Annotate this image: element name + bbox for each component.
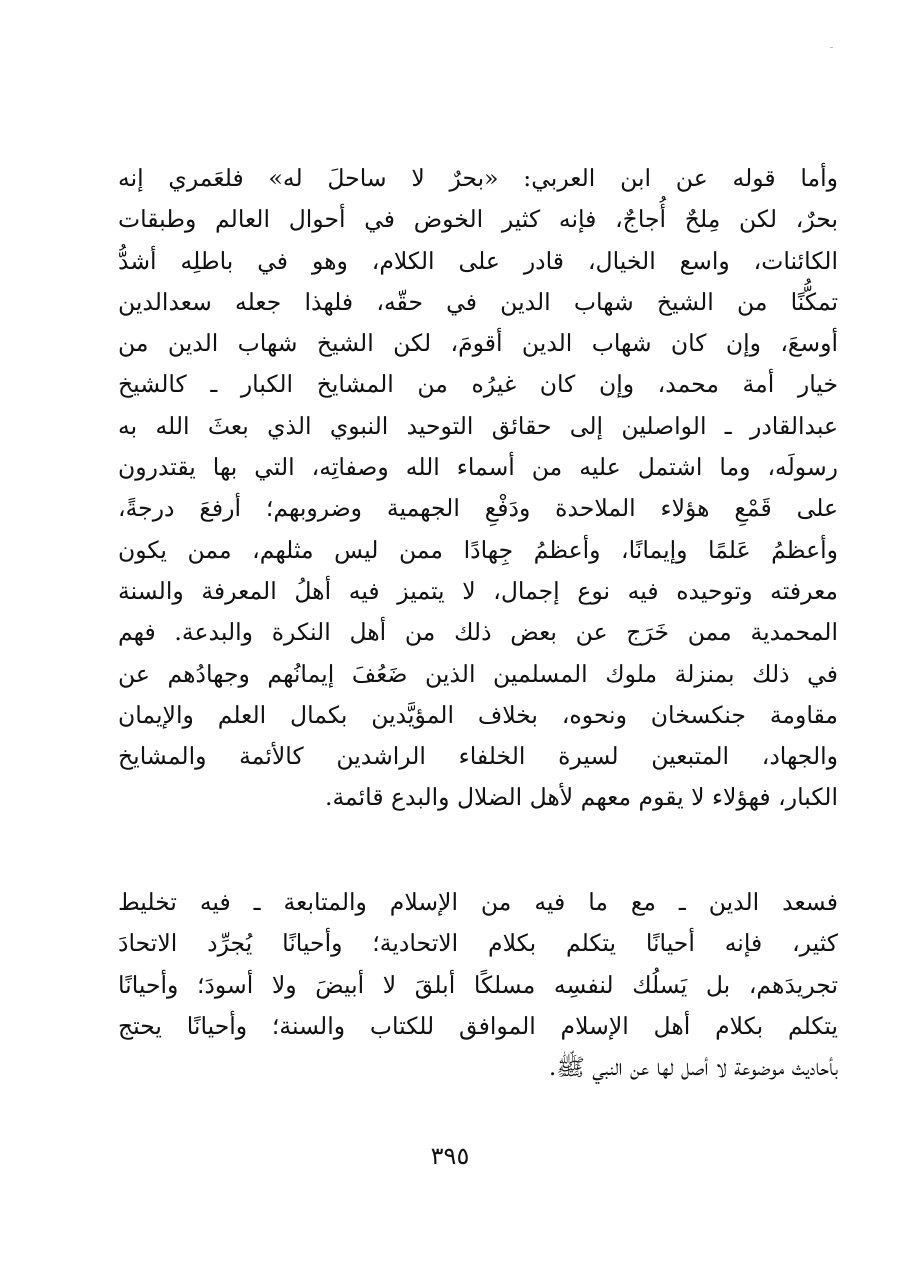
- text-line: مقاومة جنكسخان ونحوه، بخلاف المؤيَّدين بكمال العلم والإيمان: [118, 700, 838, 729]
- text-line: خيار أمة محمد، وإن كان غيرُه من المشايخ الكبار ـ كالشيخ: [118, 370, 838, 399]
- text-line: فسعد الدين ـ مع ما فيه من الإسلام والمتابعة ـ فيه تخليط: [118, 888, 838, 916]
- text-line: تمكُّنًا من الشيخ شهاب الدين في حقّه، فلهذا جعله سعدالدين: [118, 287, 838, 316]
- paragraph-2: [118, 882, 838, 1088]
- text-line: بحرٌ، لكن مِلحٌ أُجاجٌ، فإنه كثير الخوض في أحوال العالم وطبقات: [118, 205, 838, 234]
- text-line: والجهاد، المتبعين لسيرة الخلفاء الراشدين كالأئمة والمشايخ: [118, 742, 838, 771]
- text-line: معرفته وتوحيده فيه نوع إجمال، لا يتميز فيه أهلُ المعرفة والسنة: [118, 576, 838, 605]
- text-line: وأعظمُ عَلمًا وإيمانًا، وأعظمُ جِهادًا ممن ليس مثلهم، ممن يكون: [118, 535, 838, 564]
- text-line: بأحاديث موضوعة لا أصل لها عن النبي ﷺ.: [548, 1053, 838, 1082]
- page-number: ٣٩٥: [430, 1142, 470, 1170]
- text-line: كثير، فإنه أحيانًا يتكلم بكلام الاتحادية؛ وأحيانًا يُجرِّد الاتحادَ: [118, 929, 838, 958]
- text-line: يتكلم بكلام أهل الإسلام الموافق للكتاب والسنة؛ وأحيانًا يحتج: [118, 1011, 838, 1040]
- text-line: في ذلك بمنزلة ملوك المسلمين الذين ضَعُفَ إيمانُهم وجهادُهم عن: [118, 659, 838, 688]
- paragraph-1: [118, 158, 838, 819]
- text-line: على قَمْعِ هؤلاء الملاحدة ودَفْعِ الجهمية وضروبهم؛ أرفعَ درجةً،: [118, 494, 838, 523]
- text-line: المحمدية ممن خَرَج عن بعض ذلك من أهل النكرة والبدعة. فهم: [118, 618, 838, 647]
- scan-mark: [830, 47, 833, 48]
- text-line: وأما قوله عن ابن العربي: «بحرٌ لا ساحلَ له» فلعَمري إنه: [118, 164, 838, 192]
- text-line: رسولَه، وما اشتمل عليه من أسماء الله وصفاتِه، التي بها يقتدرون: [118, 453, 838, 482]
- text-line: أوسعَ، وإن كان شهاب الدين أقومَ، لكن الشيخ شهاب الدين من: [118, 329, 838, 358]
- text-line: عبدالقادر ـ الواصلين إلى حقائق التوحيد النبوي الذي بعثَ الله به: [118, 411, 838, 440]
- text-line: الكبار، فهؤلاء لا يقوم معهم لأهل الضلال والبدع قائمة.: [324, 783, 838, 812]
- text-line: الكائنات، واسع الخيال، قادر على الكلام، وهو في باطلِه أشدُّ: [118, 246, 838, 275]
- text-line: تجريدَهم، بل يَسلُك لنفسِه مسلكًا أبلقَ لا أبيضَ ولا أسودَ؛ وأحيانًا: [118, 970, 838, 999]
